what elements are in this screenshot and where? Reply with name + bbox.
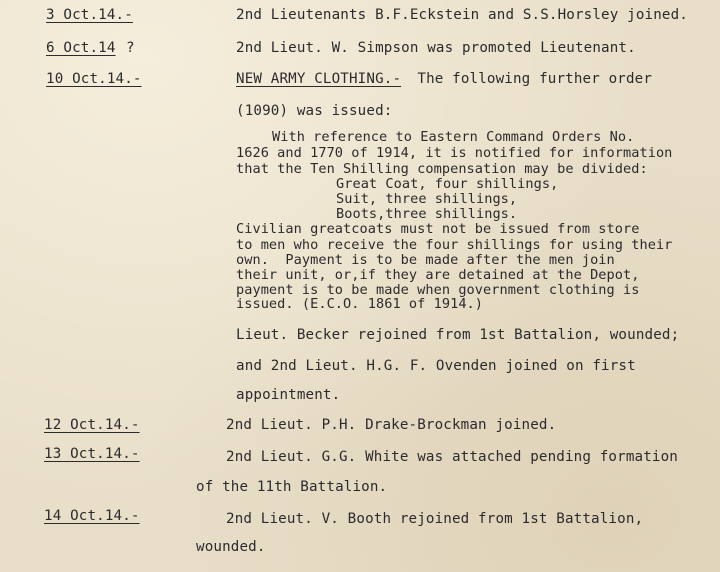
entry-text: 2nd Lieutenants B.F.Eckstein and S.S.Horsley joined. (236, 7, 688, 23)
entry-text: 2nd Lieut. P.H. Drake-Brockman joined. (226, 417, 557, 433)
entry-text: wounded. (196, 539, 266, 555)
order-line: 1626 and 1770 of 1914, it is notified for information (236, 145, 673, 161)
entry-text: 2nd Lieut. W. Simpson was promoted Lieutenant. (236, 40, 636, 56)
entry-date: 3 Oct.14.- (46, 7, 133, 23)
entry-text: 2nd Lieut. G.G. White was attached pending formation (226, 449, 678, 465)
entry-date-query: ? (126, 40, 135, 56)
entry-text: Lieut. Becker rejoined from 1st Battalion, wounded; (236, 327, 680, 343)
order-line: to men who receive the four shillings for using their (236, 237, 673, 253)
order-line: payment is to be made when government clothing is (236, 282, 640, 298)
order-line: that the Ten Shilling compensation may be divided: (236, 161, 648, 177)
entry-date: 12 Oct.14.- (44, 417, 140, 433)
order-line: own. Payment is to be made after the men join (236, 252, 615, 268)
section-heading: NEW ARMY CLOTHING.- (236, 71, 402, 87)
entry-text: and 2nd Lieut. H.G. F. Ovenden joined on first (236, 358, 636, 374)
order-line: Boots,three shillings. (336, 206, 518, 222)
entry-text: The following further order (400, 71, 653, 87)
entry-text: appointment. (236, 387, 341, 403)
entry-text: (1090) was issued: (236, 103, 393, 119)
entry-date: 13 Oct.14.- (44, 446, 140, 462)
order-line: Civilian greatcoats must not be issued from store (236, 221, 640, 237)
order-line: issued. (E.C.O. 1861 of 1914.) (236, 296, 484, 312)
order-line: With reference to Eastern Command Orders No. (272, 129, 635, 145)
entry-date: 6 Oct.14 (46, 40, 116, 56)
entry-date: 14 Oct.14.- (44, 508, 140, 524)
entry-text: 2nd Lieut. V. Booth rejoined from 1st Battalion, (226, 511, 644, 527)
entry-date: 10 Oct.14.- (46, 71, 142, 87)
entry-text: of the 11th Battalion. (196, 479, 388, 495)
order-line: their unit, or,if they are detained at the Depot, (236, 267, 640, 283)
order-line: Great Coat, four shillings, (336, 176, 559, 192)
order-line: Suit, three shillings, (336, 191, 518, 207)
